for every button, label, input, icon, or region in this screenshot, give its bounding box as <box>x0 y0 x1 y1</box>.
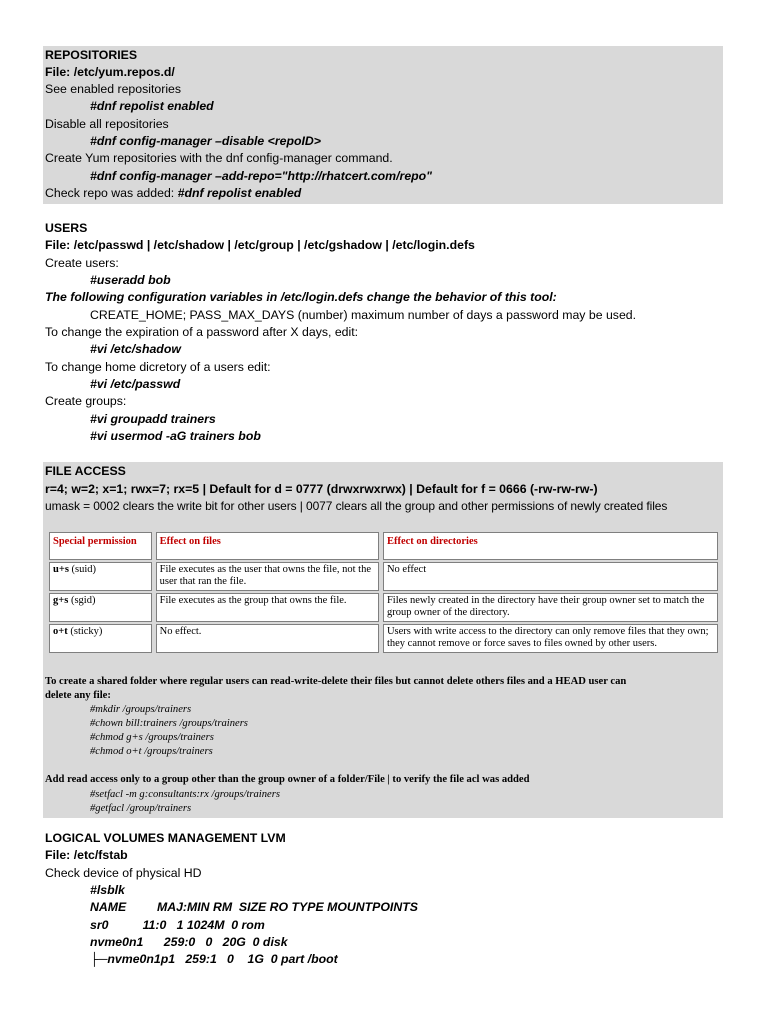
file-access-title: FILE ACCESS <box>45 464 126 478</box>
cmd-vi-passwd: #vi /etc/passwd <box>90 377 181 391</box>
create-groups-text: Create groups: <box>45 394 127 408</box>
lsblk-sr0: sr0 11:0 1 1024M 0 rom <box>90 918 265 932</box>
perms-line: r=4; w=2; x=1; rwx=7; rx=5 | Default for d = 0777 (drwxrwxrwx) | Default for f = 0666 (-rw-rw-rw-) <box>45 482 598 496</box>
perm-rest: (suid) <box>68 563 97 575</box>
lsblk-part: ├─nvme0n1p1 259:1 0 1G 0 part /boot <box>90 952 338 966</box>
change-expiration-text: To change the expiration of a password after X days, edit: <box>45 325 359 339</box>
lvm-file: File: /etc/fstab <box>45 848 128 862</box>
cmd-mkdir: #mkdir /groups/trainers <box>90 704 192 715</box>
cmd-chmod-ot: #chmod o+t /groups/trainers <box>90 746 213 757</box>
header-effect-files: Effect on files <box>156 532 379 560</box>
table-header-row <box>49 532 718 560</box>
cmd-add-repo: #dnf config-manager –add-repo="http://rhatcert.com/repo" <box>90 169 433 183</box>
header-effect-dirs: Effect on directories <box>383 532 718 560</box>
cmd-useradd: #useradd bob <box>90 273 171 287</box>
create-users-text: Create users: <box>45 256 119 270</box>
table-row <box>49 624 718 653</box>
create-home-text: CREATE_HOME; PASS_MAX_DAYS (number) maximum number of days a password may be used. <box>90 308 637 322</box>
table-row <box>49 562 718 591</box>
files-cell: File executes as the user that owns the file, not the user that ran the file. <box>156 562 379 591</box>
table-row <box>49 593 718 622</box>
dirs-cell: Users with write access to the directory can only remove files that they own; they cannot remove or force saves to files owned by other users. <box>383 624 718 653</box>
repositories-title: REPOSITORIES <box>45 48 138 62</box>
shared-folder-text-2: delete any file: <box>45 690 111 701</box>
perm-cell <box>49 562 152 591</box>
lsblk-nvme: nvme0n1 259:0 0 20G 0 disk <box>90 935 288 949</box>
special-permissions-table <box>45 530 722 655</box>
dirs-cell: Files newly created in the directory have their group owner set to match the group owner of the directory. <box>383 593 718 622</box>
check-repo-prefix: Check repo was added: <box>45 186 178 200</box>
cmd-lsblk: #lsblk <box>90 883 125 897</box>
perm-rest: (sgid) <box>68 594 96 606</box>
perm-bold: u+s <box>53 563 69 575</box>
create-repo-text: Create Yum repositories with the dnf config-manager command. <box>45 151 393 165</box>
check-repo-cmd: #dnf repolist enabled <box>177 186 302 200</box>
change-home-text: To change home dicretory of a users edit: <box>45 360 271 374</box>
cmd-disable: #dnf config-manager –disable <repoID> <box>90 134 321 148</box>
cmd-repolist: #dnf repolist enabled <box>90 99 214 113</box>
dirs-cell: No effect <box>383 562 718 591</box>
cmd-chown: #chown bill:trainers /groups/trainers <box>90 718 248 729</box>
cmd-setfacl: #setfacl -m g:consultants:rx /groups/trainers <box>90 789 280 800</box>
cmd-usermod: #vi usermod -aG trainers bob <box>90 429 261 443</box>
cmd-chmod-gs: #chmod g+s /groups/trainers <box>90 732 214 743</box>
perm-cell <box>49 593 152 622</box>
perm-bold: g+s <box>53 594 69 606</box>
cmd-vi-shadow: #vi /etc/shadow <box>90 342 181 356</box>
disable-all-text: Disable all repositories <box>45 117 169 131</box>
shared-folder-text-1: To create a shared folder where regular users can read-write-delete their files but cannot delete others files and a HEAD user can <box>45 676 627 687</box>
add-read-text: Add read access only to a group other than the group owner of a folder/File | to verify the file acl was added <box>45 774 530 785</box>
perm-bold: o+t <box>53 625 68 637</box>
files-cell: No effect. <box>156 624 379 653</box>
umask-line: umask = 0002 clears the write bit for other users | 0077 clears all the group and other permissions of newly created files <box>45 499 668 513</box>
perm-cell <box>49 624 152 653</box>
lvm-title: LOGICAL VOLUMES MANAGEMENT LVM <box>45 831 286 845</box>
users-title: USERS <box>45 221 88 235</box>
users-file: File: /etc/passwd | /etc/shadow | /etc/group | /etc/gshadow | /etc/login.defs <box>45 238 475 252</box>
cmd-getfacl: #getfacl /group/trainers <box>90 803 192 814</box>
cmd-groupadd: #vi groupadd trainers <box>90 412 216 426</box>
repositories-file: File: /etc/yum.repos.d/ <box>45 65 175 79</box>
lsblk-header: NAME MAJ:MIN RM SIZE RO TYPE MOUNTPOINTS <box>90 900 418 914</box>
check-device-text: Check device of physical HD <box>45 866 202 880</box>
check-repo-line <box>0 185 768 202</box>
see-enabled-text: See enabled repositories <box>45 82 182 96</box>
header-special-permission: Special permission <box>49 532 152 560</box>
config-vars-text: The following configuration variables in /etc/login.defs change the behavior of this tool: <box>45 290 557 304</box>
perm-rest: (sticky) <box>67 625 103 637</box>
files-cell: File executes as the group that owns the file. <box>156 593 379 622</box>
